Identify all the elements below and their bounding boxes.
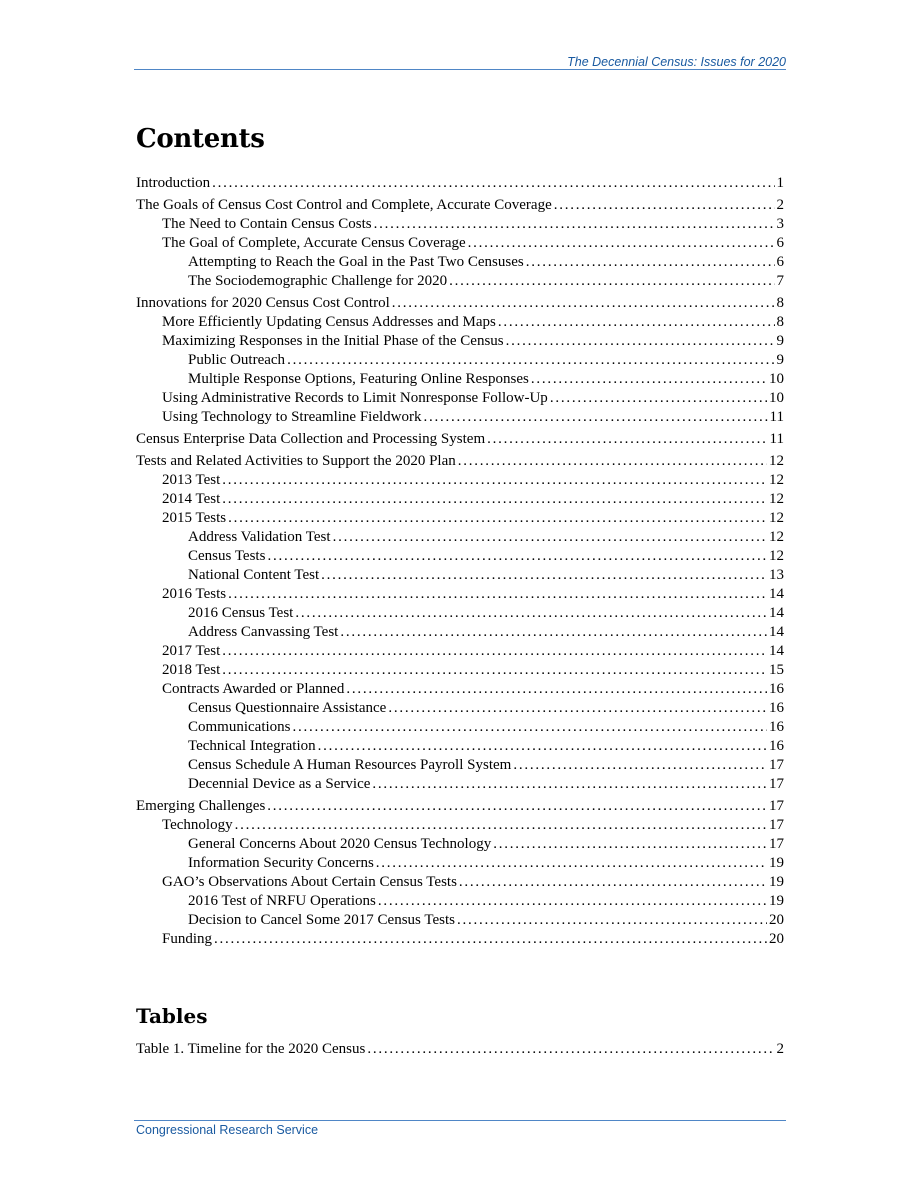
toc-entry-page: 14 [769, 643, 784, 659]
toc-entry-page: 16 [769, 700, 784, 716]
toc-entry[interactable] [136, 408, 784, 427]
toc-entry-page: 12 [769, 472, 784, 488]
toc-entry[interactable] [136, 234, 784, 253]
dot-leader [554, 196, 775, 215]
toc-entry[interactable] [136, 253, 784, 272]
toc-entry-title: The Need to Contain Census Costs [162, 216, 372, 232]
toc-entry-title: 2016 Tests [162, 586, 227, 602]
dot-leader [449, 272, 774, 291]
toc-entry-title: Census Enterprise Data Collection and Processing System [136, 431, 486, 447]
dot-leader [531, 370, 767, 389]
toc-entry-title: Using Technology to Streamline Fieldwork [162, 409, 422, 425]
toc-entry[interactable] [136, 430, 784, 449]
toc-entry-title: The Goal of Complete, Accurate Census Coverage [162, 235, 466, 251]
dot-leader [287, 351, 774, 370]
dot-leader [222, 471, 767, 490]
dot-leader [423, 408, 767, 427]
toc-entry[interactable] [136, 294, 784, 313]
dot-leader [340, 623, 767, 642]
toc-entry-title: GAO’s Observations About Certain Census Tests [162, 874, 457, 890]
toc-entry[interactable] [136, 737, 784, 756]
toc-entry[interactable] [136, 528, 784, 547]
toc-entry-page: 17 [769, 776, 784, 792]
dot-leader [374, 215, 775, 234]
toc-entry-title: Communications [188, 719, 291, 735]
toc-entry[interactable] [136, 661, 784, 680]
toc-entry-page: 16 [769, 738, 784, 754]
toc-entry-page: 11 [769, 409, 784, 425]
toc-entry[interactable] [136, 1040, 784, 1059]
toc-entry-title: Public Outreach [188, 352, 286, 368]
toc-entry-page: 2 [776, 197, 784, 213]
toc-entry-page: 6 [776, 235, 784, 251]
tables-list [136, 1040, 784, 1059]
dot-leader [214, 930, 767, 949]
toc-entry-page: 17 [769, 757, 784, 773]
dot-leader [378, 892, 767, 911]
toc-entry-title: 2013 Test [162, 472, 221, 488]
toc-entry-title: Introduction [136, 175, 211, 191]
toc-entry-title: Tests and Related Activities to Support the 2020 Plan [136, 453, 456, 469]
dot-leader [228, 585, 767, 604]
dot-leader [372, 775, 767, 794]
toc-entry[interactable] [136, 873, 784, 892]
toc-entry-page: 1 [776, 175, 784, 191]
dot-leader [367, 1040, 774, 1059]
toc-entry-title: 2016 Census Test [188, 605, 294, 621]
toc-entry-title: Decision to Cancel Some 2017 Census Tests [188, 912, 455, 928]
dot-leader [526, 253, 775, 272]
toc-entry-title: Census Questionnaire Assistance [188, 700, 387, 716]
toc-entry[interactable] [136, 623, 784, 642]
toc-entry-title: The Sociodemographic Challenge for 2020 [188, 273, 448, 289]
toc-entry-page: 19 [769, 893, 784, 909]
toc-entry-title: Multiple Response Options, Featuring Online Responses [188, 371, 529, 387]
toc-entry-page: 12 [769, 491, 784, 507]
toc-entry-page: 19 [769, 874, 784, 890]
toc-entry[interactable] [136, 215, 784, 234]
toc-entry-title: Technical Integration [188, 738, 316, 754]
toc-entry-page: 11 [769, 431, 784, 447]
toc-entry-title: Address Validation Test [188, 529, 331, 545]
toc-entry-page: 14 [769, 586, 784, 602]
dot-leader [212, 174, 774, 193]
dot-leader [295, 604, 767, 623]
toc-entry-title: The Goals of Census Cost Control and Complete, Accurate Coverage [136, 197, 552, 213]
toc-entry[interactable] [136, 930, 784, 949]
toc-entry-page: 7 [776, 273, 784, 289]
dot-leader [459, 873, 767, 892]
dot-leader [513, 756, 767, 775]
toc-entry-page: 14 [769, 605, 784, 621]
dot-leader [333, 528, 767, 547]
toc-entry-title: Technology [162, 817, 233, 833]
dot-leader [267, 797, 767, 816]
contents-list [136, 174, 784, 949]
toc-entry[interactable] [136, 509, 784, 528]
dot-leader [493, 835, 767, 854]
toc-entry-page: 17 [769, 836, 784, 852]
toc-entry[interactable] [136, 272, 784, 291]
toc-entry[interactable] [136, 911, 784, 930]
dot-leader [293, 718, 768, 737]
toc-entry-page: 12 [769, 510, 784, 526]
toc-entry[interactable] [136, 680, 784, 699]
toc-entry[interactable] [136, 756, 784, 775]
toc-entry-page: 15 [769, 662, 784, 678]
toc-entry-title: 2016 Test of NRFU Operations [188, 893, 376, 909]
toc-entry-page: 13 [769, 567, 784, 583]
dot-leader [235, 816, 767, 835]
toc-entry[interactable] [136, 452, 784, 471]
dot-leader [321, 566, 767, 585]
toc-entry-title: Information Security Concerns [188, 855, 374, 871]
dot-leader [498, 313, 775, 332]
toc-entry[interactable] [136, 775, 784, 794]
toc-entry-title: Table 1. Timeline for the 2020 Census [136, 1041, 366, 1057]
toc-entry[interactable] [136, 389, 784, 408]
toc-entry[interactable] [136, 892, 784, 911]
toc-entry-title: Innovations for 2020 Census Cost Control [136, 295, 390, 311]
dot-leader [388, 699, 767, 718]
toc-entry-page: 20 [769, 931, 784, 947]
toc-entry-page: 9 [776, 333, 784, 349]
toc-entry[interactable] [136, 196, 784, 215]
toc-entry-page: 16 [769, 681, 784, 697]
toc-entry-page: 3 [776, 216, 784, 232]
toc-entry-title: Address Canvassing Test [188, 624, 339, 640]
toc-entry[interactable] [136, 313, 784, 332]
toc-entry-title: Census Schedule A Human Resources Payroll System [188, 757, 512, 773]
toc-entry[interactable] [136, 816, 784, 835]
toc-entry[interactable] [136, 370, 784, 389]
toc-entry-page: 12 [769, 529, 784, 545]
running-header: The Decennial Census: Issues for 2020 [567, 55, 786, 69]
toc-entry-title: 2017 Test [162, 643, 221, 659]
toc-entry-title: Maximizing Responses in the Initial Phase of the Census [162, 333, 504, 349]
toc-entry-title: General Concerns About 2020 Census Technology [188, 836, 492, 852]
dot-leader [346, 680, 767, 699]
toc-entry-title: Funding [162, 931, 213, 947]
toc-entry-title: 2014 Test [162, 491, 221, 507]
toc-entry-title: Census Tests [188, 548, 266, 564]
dot-leader [222, 490, 767, 509]
toc-entry-page: 2 [776, 1041, 784, 1057]
toc-entry-page: 8 [776, 295, 784, 311]
toc-entry-page: 16 [769, 719, 784, 735]
toc-entry[interactable] [136, 547, 784, 566]
toc-entry-page: 14 [769, 624, 784, 640]
toc-entry[interactable] [136, 604, 784, 623]
footer-rule [134, 1120, 786, 1121]
toc-entry-title: Decennial Device as a Service [188, 776, 371, 792]
toc-entry-page: 17 [769, 798, 784, 814]
toc-entry-title: National Content Test [188, 567, 320, 583]
toc-entry-title: 2018 Test [162, 662, 221, 678]
tables-heading: Tables [136, 1004, 208, 1028]
toc-entry[interactable] [136, 699, 784, 718]
toc-entry-page: 17 [769, 817, 784, 833]
toc-entry-page: 10 [769, 371, 784, 387]
toc-entry-page: 10 [769, 390, 784, 406]
contents-heading: Contents [136, 124, 265, 154]
toc-entry[interactable] [136, 585, 784, 604]
toc-entry-title: More Efficiently Updating Census Addresses and Maps [162, 314, 496, 330]
toc-entry[interactable] [136, 718, 784, 737]
toc-entry-title: Contracts Awarded or Planned [162, 681, 345, 697]
dot-leader [487, 430, 767, 449]
dot-leader [228, 509, 767, 528]
toc-entry[interactable] [136, 797, 784, 816]
dot-leader [222, 661, 767, 680]
toc-entry[interactable] [136, 351, 784, 370]
dot-leader [267, 547, 767, 566]
toc-entry[interactable] [136, 471, 784, 490]
toc-entry-page: 12 [769, 453, 784, 469]
toc-entry[interactable] [136, 642, 784, 661]
toc-entry-page: 20 [769, 912, 784, 928]
toc-entry[interactable] [136, 854, 784, 873]
toc-entry[interactable] [136, 566, 784, 585]
dot-leader [458, 452, 767, 471]
dot-leader [392, 294, 775, 313]
dot-leader [318, 737, 767, 756]
toc-entry-page: 19 [769, 855, 784, 871]
toc-entry-title: Emerging Challenges [136, 798, 266, 814]
running-footer: Congressional Research Service [136, 1123, 319, 1137]
toc-entry-page: 12 [769, 548, 784, 564]
dot-leader [457, 911, 767, 930]
toc-entry-title: 2015 Tests [162, 510, 227, 526]
dot-leader [376, 854, 767, 873]
toc-entry-page: 6 [776, 254, 784, 270]
toc-entry-page: 8 [776, 314, 784, 330]
header-rule [134, 69, 786, 70]
toc-entry-page: 9 [776, 352, 784, 368]
dot-leader [468, 234, 775, 253]
toc-entry[interactable] [136, 490, 784, 509]
toc-entry-title: Using Administrative Records to Limit Nonresponse Follow-Up [162, 390, 548, 406]
toc-entry[interactable] [136, 174, 784, 193]
dot-leader [222, 642, 767, 661]
dot-leader [550, 389, 767, 408]
toc-entry[interactable] [136, 835, 784, 854]
toc-entry-title: Attempting to Reach the Goal in the Past Two Censuses [188, 254, 524, 270]
toc-entry[interactable] [136, 332, 784, 351]
dot-leader [506, 332, 775, 351]
